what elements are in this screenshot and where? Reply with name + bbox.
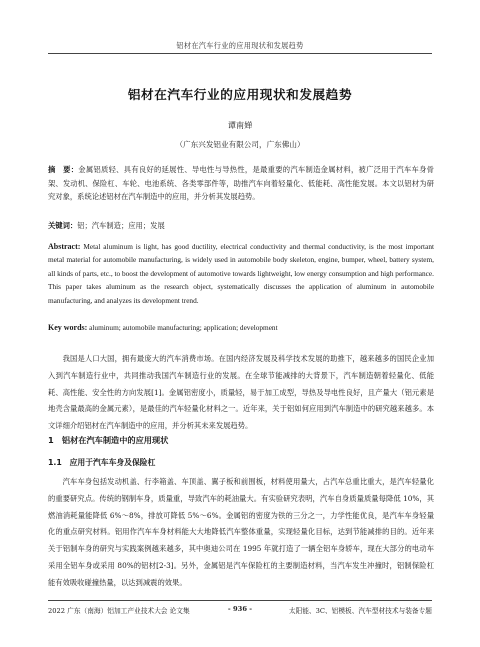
chinese-abstract (48, 163, 434, 204)
paper-title: 铝材在汽车行业的应用现状和发展趋势 (127, 87, 353, 102)
page-number: - 936 - (227, 605, 253, 613)
chinese-abstract-text: 金属铝质轻、具有良好的延展性、导电性与导热性，是最重要的汽车制造金属材料，被广泛用于汽车车身骨架、发动机、保险杠、车轮、电池系统、各类零部件等，助推汽车向着轻量化、低能耗、高性能发展。本文以铝材为研究对象，系统论述铝材在汽车制造中的应用，并分析其发展趋势。 (48, 165, 434, 202)
section-1-heading: 1 铝材在汽车制造中的应用现状 (48, 435, 169, 445)
chinese-keywords-label: 关键词： (48, 221, 78, 230)
chinese-keywords (48, 219, 434, 232)
intro-paragraph: 我国是人口大国，拥有最庞大的汽车消费市场。在国内经济发展及科学技术发展的助推下，越来越多的国民企业加入到汽车制造行业中，共同推动我国汽车制造行业的发展。在全球节能减排的大背景下，汽车制造朝着轻量化、低能耗、高性能、安全性的方向发展[1]。金属铝密度小，质量轻，易于加工成型，导热及导电性良好，且产量大（铝元素是地壳含量最高的金属元素），是最佳的汽车轻量化材料之一。近年来，关于铝如何应用到汽车制造中的研究越来越多。本文详细介绍铝材在汽车制造中的应用，并分析其未来发展趋势。 (48, 354, 434, 431)
author-name: 谭南婵 (227, 120, 253, 130)
running-head: 铝材在汽车行业的应用现状和发展趋势 (176, 41, 304, 50)
english-keywords (48, 321, 434, 334)
footer-proceedings: 2022 广东（南海）铝加工产业技术大会 论文集 (48, 607, 190, 615)
english-abstract-label: Abstract: (48, 242, 81, 251)
chinese-abstract-label: 摘 要： (48, 165, 79, 174)
english-keywords-label: Key words: (48, 323, 88, 332)
english-abstract (48, 240, 434, 307)
english-keywords-text: aluminum; automobile manufacturing; application; development (89, 323, 278, 332)
chinese-keywords-text: 铝；汽车制造；应用；发展 (77, 221, 165, 230)
header-rule (48, 53, 432, 54)
footer-topic: 太阳能、3C、铝模板、汽车型材技术与装备专题 (288, 607, 432, 615)
footer-rule (48, 600, 432, 601)
section-1-1-heading: 1.1 应用于汽车车身及保险杠 (48, 458, 156, 467)
english-abstract-text: Metal aluminum is light, has good ductility, electrical conductivity and thermal conductivity, is the most important metal material for automobile manufacturing, is widely used in automobile body skeleton, engine, bumper, wheel, battery system, all kinds of parts, etc., to boost the development of automotive towards lightweight, low energy consumption and high performance. This paper takes aluminum as the research object, systematically discusses the application of aluminum in automobile manufacturing, and analyzes its development trend. (48, 242, 434, 305)
section-1-1-paragraph: 汽车车身包括发动机盖、行李箱盖、车顶盖、翼子板和前围板，材料使用量大，占汽车总重比重大，是汽车轻量化的重要研究点。传统的钢制车身，质量重，导致汽车的耗油量大。有实验研究表明，汽车自身质量质量每降低 10%，其燃油消耗量能降低 6%～8%，排放可降低 5%～6%。金属铝的密度为铁的三分之一，力学性能优良，是汽车车身轻量化的重点研究材料。铝用作汽车车身材料能大大地降低汽车整体重量，实现轻量化目标，达到节能减排的目的。近年来关于铝制车身的研究与实践案例越来越多，其中奥迪公司在 1995 年就打造了一辆全铝车身轿车，现在大部分的电动车采用全铝车身或采用 80%的铝材[2-3]。另外，金属铝是汽车保险杠的主要制造材料，当汽车发生冲撞时，铝制保险杠能有效吸收碰撞热量，以达到减震的效果。 (48, 477, 434, 587)
author-affiliation: （广东兴发铝业有限公司，广东佛山） (175, 140, 305, 149)
